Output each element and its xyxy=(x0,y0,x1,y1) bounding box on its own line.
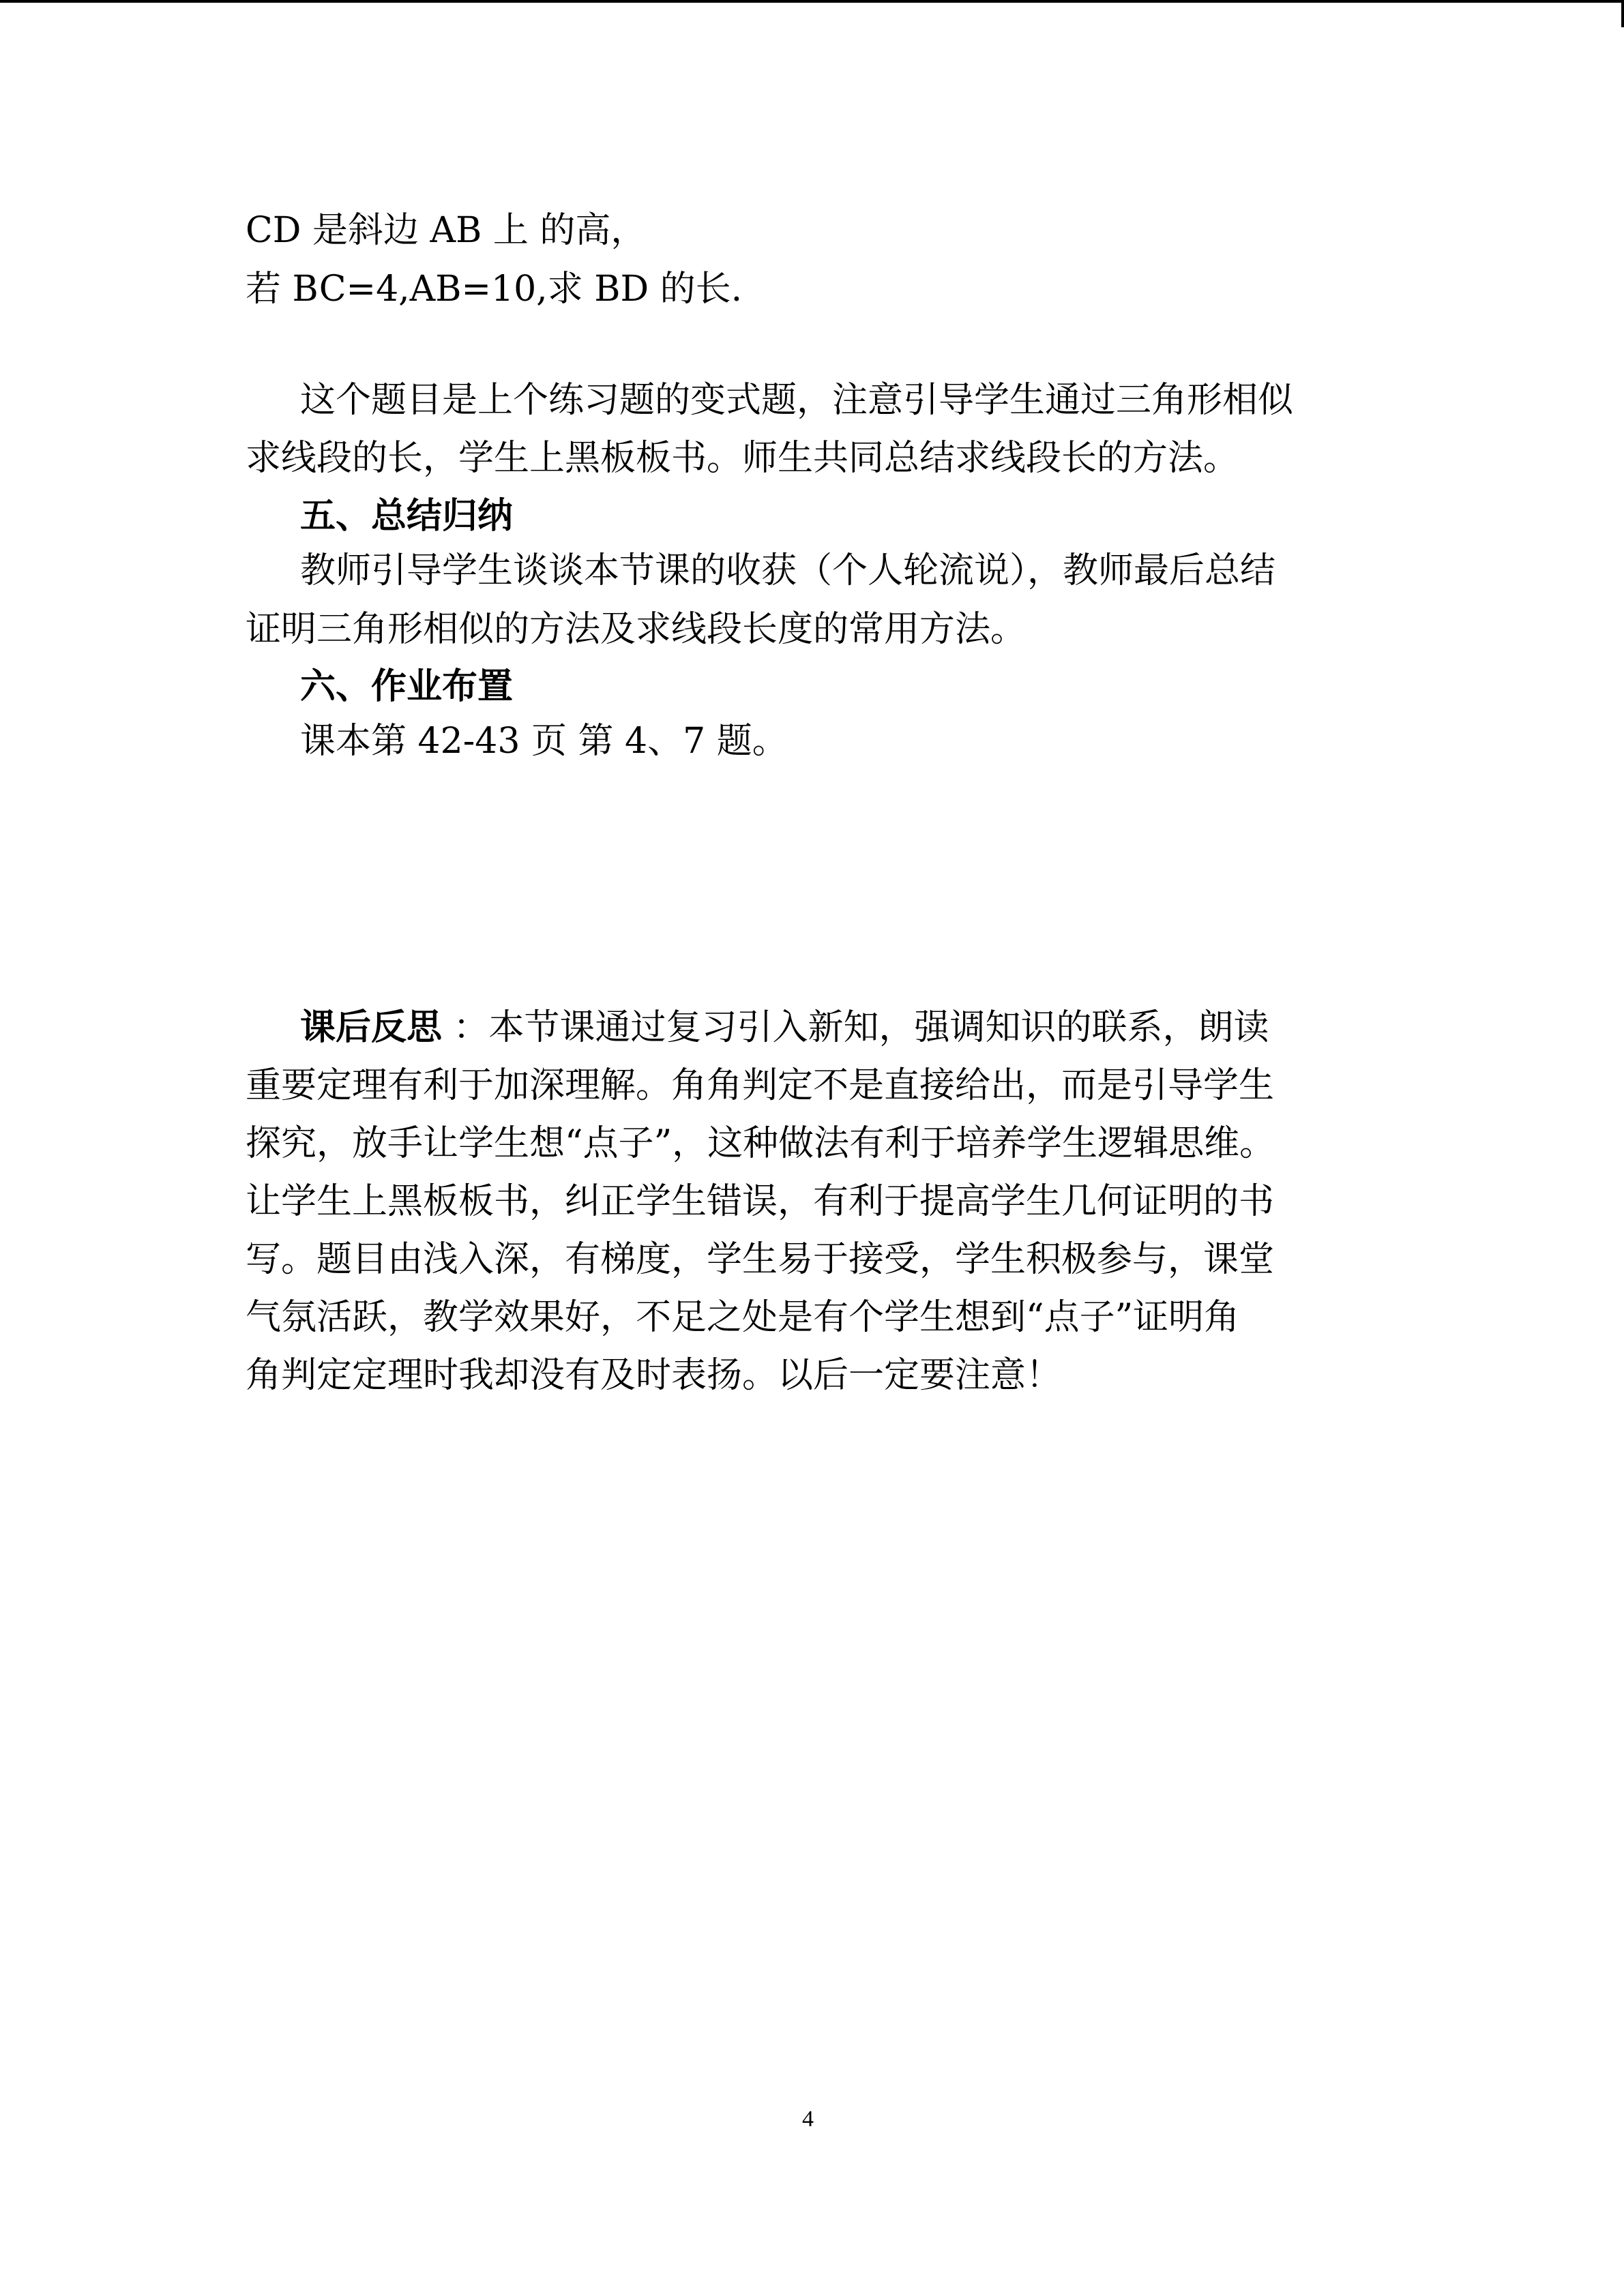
problem-text: 若 BC=4,AB=10,求 BD 的长. xyxy=(246,269,743,310)
problem-text: CD 是斜边 AB 上 的高， xyxy=(246,210,647,251)
homework-text: 课本第 42-43 页 第 4、7 题。 xyxy=(300,721,788,762)
reflection-label: 课后反思 xyxy=(300,1007,443,1048)
summary-text: 证明三角形相似的方法及求线段长度的常用方法。 xyxy=(246,609,1027,650)
reflection-text: 重要定理有利于加深理解。角角判定不是直接给出，而是引导学生 xyxy=(246,1065,1275,1106)
commentary-text: 求线段的长，学生上黑板板书。师生共同总结求线段长的方法。 xyxy=(246,438,1239,479)
page-number: 4 xyxy=(802,2106,814,2132)
commentary-text: 这个题目是上个练习题的变式题，注意引导学生通过三角形相似 xyxy=(300,380,1294,421)
reflection-text: 气氛活跃，教学效果好，不足之处是有个学生想到“点子”证明角 xyxy=(246,1297,1240,1338)
section-heading-summary: 五、总结归纳 xyxy=(300,495,514,537)
reflection-text: ：本节课通过复习引入新知，强调知识的联系，朗读 xyxy=(442,1007,1269,1048)
top-border xyxy=(0,0,1624,3)
section-heading-homework: 六、作业布置 xyxy=(300,666,514,707)
reflection-text: 探究，放手让学生想“点子”，这种做法有利于培养学生逻辑思维。 xyxy=(246,1123,1275,1164)
reflection-text: 角判定定理时我却没有及时表扬。以后一定要注意！ xyxy=(246,1355,1062,1396)
reflection-first-line xyxy=(300,1004,1269,1052)
summary-text: 教师引导学生谈谈本节课的收获（个人轮流说），教师最后总结 xyxy=(300,550,1276,591)
reflection-text: 让学生上黑板板书，纠正学生错误，有利于提高学生几何证明的书 xyxy=(246,1181,1275,1222)
right-border xyxy=(1621,0,1624,27)
reflection-text: 写。题目由浅入深，有梯度，学生易于接受，学生积极参与，课堂 xyxy=(246,1239,1275,1280)
